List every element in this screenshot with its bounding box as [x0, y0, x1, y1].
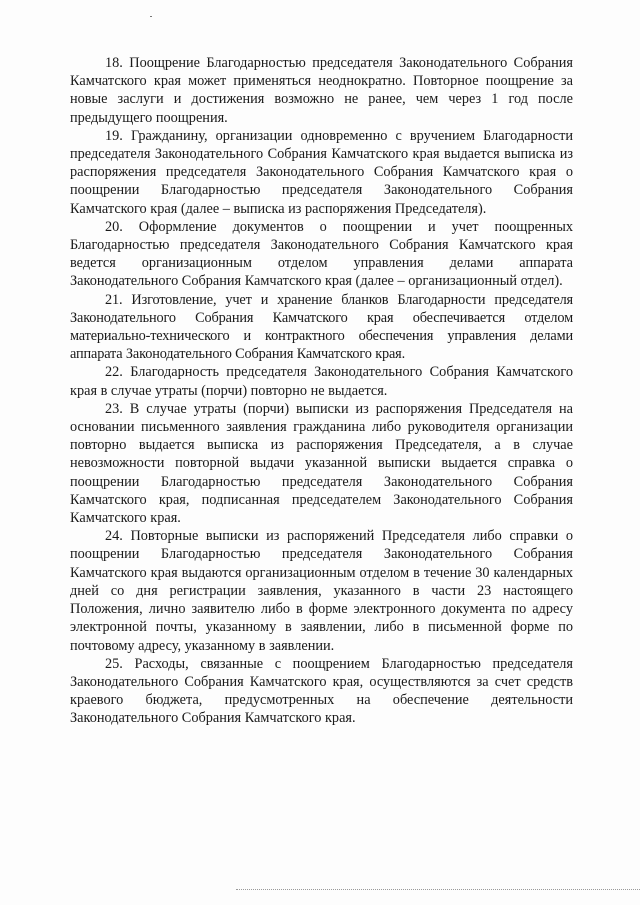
document-body — [70, 54, 573, 728]
paragraph-21: 21. Изготовление, учет и хранение бланков Благодарности председателя Законодательного Собрания Камчатского края обеспечивается отделом материально-технического и контрактного обеспечения управления делами аппарата Законодательного Собрания Камчатского края. — [70, 291, 573, 363]
paragraph-20: 20. Оформление документов о поощрении и учет поощренных Благодарностью председателя Законодательного Собрания Камчатского края ведется организационным отделом управления делами аппарата Законодательного Собрания Камчатского края (далее – организационный отдел). — [70, 218, 573, 290]
scan-edge-line — [236, 889, 640, 890]
paragraph-18: 18. Поощрение Благодарностью председателя Законодательного Собрания Камчатского края может применяться неоднократно. Повторное поощрение за новые заслуги и достижения возможно не ранее, чем через 1 год после предыдущего поощрения. — [70, 55, 573, 126]
paragraph-22: 22. Благодарность председателя Законодательного Собрания Камчатского края в случае утраты (порчи) повторно не выдается. — [70, 364, 573, 399]
paragraph-25: 25. Расходы, связанные с поощрением Благодарностью председателя Законодательного Собрания Камчатского края, осуществляются за счет средств краевого бюджета, предусмотренных на обеспечение деятельности Законодательного Собрания Камчатского края. — [70, 655, 573, 727]
paragraph-23: 23. В случае утраты (порчи) выписки из распоряжения Председателя на основании письменного заявления гражданина либо руководителя организации повторно выдается выписка из распоряжения Председателя, а в случае невозможности повторной выдачи указанной выписки выдается справка о поощрении Благодарностью председателя Законодательного Собрания Камчатского края, подписанная председателем Законодательного Собрания Камчатского края. — [70, 400, 573, 527]
paragraph-24: 24. Повторные выписки из распоряжений Председателя либо справки о поощрении Благодарностью председателя Законодательного Собрания Камчатского края выдаются организационным отделом в течение 30 календарных дней со дня регистрации заявления, указанного в части 23 настоящего Положения, лично заявителю либо в форме электронного документа по адресу электронной почты, указанному в заявлении, либо в письменной форме по почтовому адресу, указанному в заявлении. — [70, 528, 573, 654]
paragraph-19: 19. Гражданину, организации одновременно с вручением Благодарности председателя Законодательного Собрания Камчатского края выдается выписка из распоряжения председателя Законодательного Собрания Камчатского края о поощрении Благодарностью председателя Законодательного Собрания Камчатского края (далее – выписка из распоряжения Председателя). — [70, 127, 573, 217]
scan-speck — [150, 16, 152, 17]
